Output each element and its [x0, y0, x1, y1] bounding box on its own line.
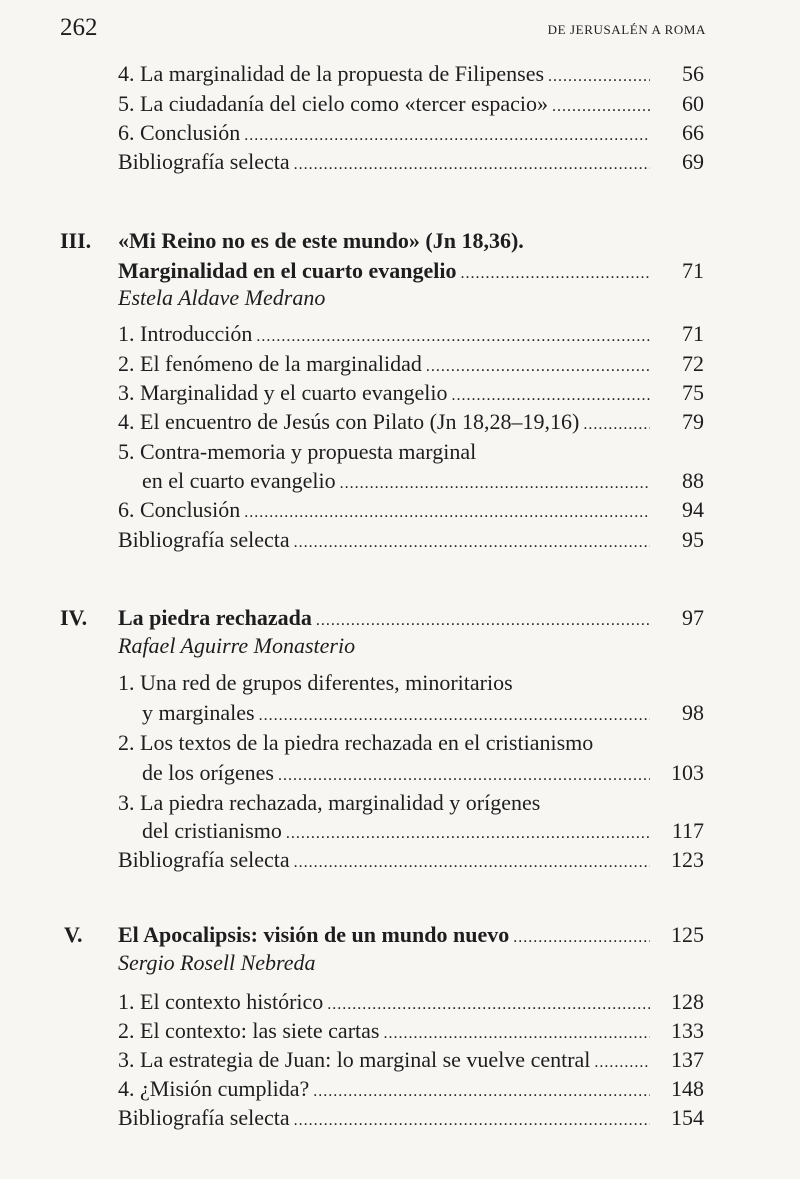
chapter-author — [0, 283, 800, 313]
toc-title: Marginalidad en el cuarto evangelio — [118, 258, 457, 283]
toc-page: 71 — [682, 321, 704, 346]
toc-entry — [0, 319, 800, 349]
toc-entry-continued — [0, 816, 800, 846]
toc-title: 2. El contexto: las siete cartas — [118, 1018, 380, 1043]
toc-entry-continued — [0, 758, 800, 788]
toc-title: 5. La ciudadanía del cielo como «tercer espacio» — [118, 91, 549, 116]
toc-entry — [0, 1045, 800, 1075]
toc-entry — [0, 525, 800, 555]
running-head: DE JERUSALÉN A ROMA — [547, 22, 706, 37]
toc-entry-text — [142, 698, 654, 731]
toc-title: 6. Conclusión — [118, 120, 241, 145]
chapter-heading — [0, 256, 800, 286]
toc-entry — [0, 1016, 800, 1046]
toc-entry-text — [118, 728, 593, 758]
toc-entry-text — [118, 495, 654, 528]
toc-entry — [0, 495, 800, 525]
toc-title: Estela Aldave Medrano — [118, 285, 326, 310]
chapter-heading — [0, 226, 800, 256]
toc-title: Bibliografía selecta — [118, 1105, 290, 1130]
toc-page: 123 — [671, 847, 704, 872]
toc-title: 6. Conclusión — [118, 497, 241, 522]
toc-page: 69 — [682, 149, 704, 174]
toc-entry-text — [118, 631, 355, 661]
toc-entry-text — [118, 845, 654, 878]
toc-page: 154 — [671, 1105, 704, 1130]
toc-title: 5. Contra-memoria y propuesta marginal — [118, 439, 477, 464]
toc-entry — [0, 987, 800, 1017]
toc-title: Bibliografía selecta — [118, 847, 290, 872]
toc-title: Rafael Aguirre Monasterio — [118, 633, 356, 658]
chapter-author — [0, 631, 800, 661]
toc-page: 128 — [671, 989, 704, 1014]
chapter-numeral: III. — [60, 228, 92, 253]
toc-entry-text — [118, 319, 654, 352]
toc-page: 79 — [682, 409, 704, 434]
page-number: 262 — [60, 14, 98, 41]
dot-leader — [256, 322, 650, 352]
toc-page: 72 — [682, 351, 704, 376]
toc-title: «Mi Reino no es de este mundo» (Jn 18,36). — [118, 228, 524, 253]
toc-title: El Apocalipsis: visión de un mundo nuevo — [118, 922, 510, 947]
toc-entry-text — [142, 758, 654, 791]
toc-entry-text — [118, 59, 654, 92]
toc-entry — [0, 1074, 800, 1104]
toc-entry — [0, 349, 800, 379]
toc-entry-text — [118, 1103, 654, 1136]
toc-page: 97 — [682, 605, 704, 630]
toc-page: 56 — [682, 61, 704, 86]
chapter-author — [0, 948, 800, 978]
toc-title: 4. La marginalidad de la propuesta de Filipenses — [118, 61, 545, 86]
toc-page: 125 — [671, 922, 704, 947]
toc-page: 75 — [682, 380, 704, 405]
toc-title: en el cuarto evangelio — [142, 468, 336, 493]
toc-entry-text — [118, 788, 540, 818]
toc-title: 3. La estrategia de Juan: lo marginal se vuelve central — [118, 1047, 591, 1072]
toc-entry-continued — [0, 698, 800, 728]
chapter-heading — [0, 920, 800, 950]
toc-page: 103 — [671, 760, 704, 785]
toc-entry — [0, 378, 800, 408]
toc-entry — [0, 788, 800, 818]
dot-leader — [294, 150, 650, 180]
toc-entry — [0, 668, 800, 698]
dot-leader — [583, 410, 650, 440]
toc-page: 133 — [671, 1018, 704, 1043]
toc-title: 4. El encuentro de Jesús con Pilato (Jn 18,28–19,16) — [118, 409, 580, 434]
toc-title: La piedra rechazada — [118, 605, 312, 630]
toc-entry — [0, 407, 800, 437]
toc-page: 117 — [671, 818, 704, 843]
dot-leader — [294, 528, 650, 558]
chapter-numeral: IV. — [60, 605, 88, 630]
toc-title: Bibliografía selecta — [118, 149, 290, 174]
toc-entry-text — [118, 226, 524, 256]
toc-entry — [0, 89, 800, 119]
toc-title: 2. El fenómeno de la marginalidad — [118, 351, 422, 376]
toc-page: 98 — [682, 700, 704, 725]
toc-title: 3. La piedra rechazada, marginalidad y orígenes — [118, 790, 541, 815]
toc-entry-text — [118, 668, 513, 698]
toc-page: 94 — [682, 497, 704, 522]
toc-entry — [0, 728, 800, 758]
dot-leader — [294, 848, 650, 878]
dot-leader — [548, 62, 650, 92]
toc-page: 137 — [671, 1047, 704, 1072]
toc-entry — [0, 437, 800, 467]
dot-leader — [294, 1106, 650, 1136]
toc-entry-text — [118, 283, 325, 313]
chapter-numeral: V. — [64, 922, 83, 947]
toc-title: de los orígenes — [142, 760, 274, 785]
toc-page: 88 — [682, 468, 704, 493]
page-header — [0, 14, 800, 48]
dot-leader — [259, 701, 650, 731]
toc-title: 2. Los textos de la piedra rechazada en el cristianismo — [118, 730, 594, 755]
toc-title: 4. ¿Misión cumplida? — [118, 1076, 310, 1101]
toc-title: Sergio Rosell Nebreda — [118, 950, 316, 975]
toc-entry-continued — [0, 466, 800, 496]
dot-leader — [278, 761, 650, 791]
toc-entry — [0, 118, 800, 148]
toc-entry — [0, 59, 800, 89]
dot-leader — [244, 498, 650, 528]
toc-entry-text — [118, 948, 316, 978]
toc-title: del cristianismo — [142, 818, 282, 843]
toc-title: 1. Una red de grupos diferentes, minoritarios — [118, 670, 513, 695]
toc-title: Bibliografía selecta — [118, 527, 290, 552]
chapter-heading — [0, 603, 800, 633]
toc-title: y marginales — [142, 700, 255, 725]
toc-entry — [0, 1103, 800, 1133]
toc-page: 148 — [671, 1076, 704, 1101]
toc-entry-text — [118, 147, 654, 180]
toc-entry-text — [118, 437, 476, 467]
toc-page: 66 — [682, 120, 704, 145]
toc-title: 3. Marginalidad y el cuarto evangelio — [118, 380, 448, 405]
toc-page: 60 — [682, 91, 704, 116]
toc-page: 71 — [682, 258, 704, 283]
toc-entry — [0, 845, 800, 875]
toc-entry-text — [118, 525, 654, 558]
toc-entry — [0, 147, 800, 177]
toc-title: 1. Introducción — [118, 321, 253, 346]
toc-entry-text — [118, 407, 654, 440]
toc-page: 95 — [682, 527, 704, 552]
toc-title: 1. El contexto histórico — [118, 989, 324, 1014]
